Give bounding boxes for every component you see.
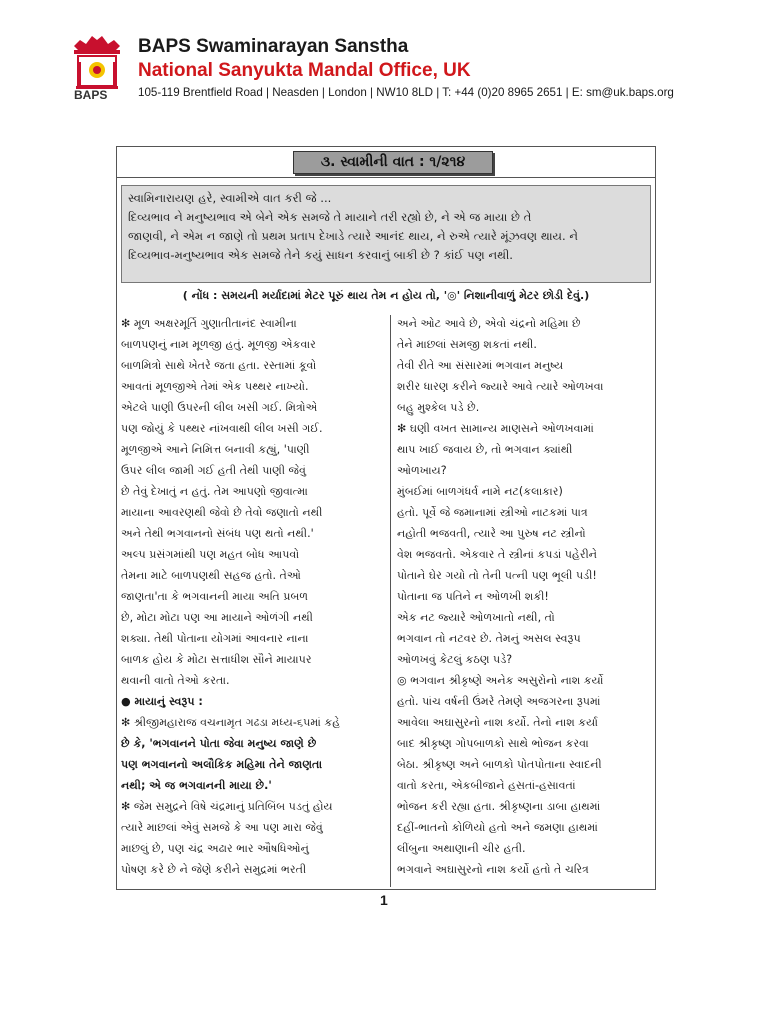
text-line: હતો. પાંચ વર્ષની ઉંમરે તેમણે અજગરના રૂપમાં: [397, 695, 601, 708]
text-line: એક નટ જ્યારે ઓળખાતો નથી, તો: [397, 611, 555, 624]
letterhead: [66, 30, 746, 110]
text-line: ઓળખવું કેટલું કઠણ પડે?: [397, 653, 513, 666]
text-line: આવતાં મૂળજીએ તેમાં એક પથ્થર નાખ્યો.: [121, 380, 309, 393]
title-bar: [117, 147, 655, 178]
text-line: ✻ શ્રીજીમહારાજ વચનામૃત ગઢડા મધ્ય-૬૫માં કહે: [121, 716, 341, 729]
text-line: પણ જોયું કે પથ્થર નાંખવાથી લીલ ખસી ગઈ.: [121, 422, 323, 435]
text-line: આવેલા અઘાસુરનો નાશ કર્યો. તેનો નાશ કર્યા: [397, 716, 598, 729]
text-line: શરીર ધારણ કરીને જ્યારે આવે ત્યારે ઓળખવા: [397, 380, 604, 393]
logo-caption: BAPS: [74, 88, 108, 102]
text-line: મુંબઈમાં બાળગંધર્વ નામે નટ(કલાકાર): [397, 485, 563, 498]
text-line: તેને માછલાં સમજી શકતાં નથી.: [397, 338, 537, 351]
text-line: મૂળજીએ આને નિમિત્ત બનાવી કહ્યું, 'પાણી: [121, 443, 310, 456]
text-line: થવાની વાતો તેઓ કરતા.: [121, 674, 230, 687]
text-line: એટલે પાણી ઉપરની લીલ ખસી ગઈ. મિત્રોએ: [121, 401, 318, 414]
text-line: અને તેથી ભગવાનનો સંબંધ પણ થતો નથી.': [121, 527, 314, 540]
text-line: ભગવાને અઘાસુરનો નાશ કર્યો હતો તે ચરિત્ર: [397, 863, 589, 876]
intro-line: સ્વામિનારાયણ હરે, સ્વામીએ વાત કરી જે ...: [128, 191, 332, 205]
page-number: 1: [380, 892, 388, 908]
text-line: છે કે, 'ભગવાનને પોતા જેવા મનુષ્ય જાણે છે: [121, 737, 317, 750]
text-line: થાપ ખાઈ જવાય છે, તો ભગવાન ક્યાંથી: [397, 443, 573, 456]
note-line: ( નોંધ : સમયની મર્યાદામાં મેટર પૂરું થાય તેમ ન હોય તો, '◎' નિશાનીવાળું મેટર છોડી દેવું.): [182, 289, 590, 302]
text-line: બાળક હોય કે મોટા સત્તાધીશ સૌને માયાપર: [121, 653, 312, 666]
text-line: છે તેવું દેખાતું ન હતું. તેમ આપણો જીવાત્મા: [121, 485, 308, 498]
text-line: બાળમિત્રો સાથે ખેતરે જતા હતા. રસ્તામાં કૂવો: [121, 359, 317, 372]
text-line: નથી; એ જ ભગવાનની માયા છે.': [121, 779, 272, 792]
text-line: તેમના માટે બાળપણથી સહજ હતો. તેઓ: [121, 569, 302, 582]
column-divider: [390, 315, 391, 887]
text-line: લીંબુના અથાણાની ચીર હતી.: [397, 842, 526, 855]
text-line: પણ ભગવાનનો અલૌકિક મહિમા તેને જાણતા: [121, 758, 323, 771]
document-frame: [116, 146, 656, 890]
text-line: જાણતા'તા કે ભગવાનની માયા અતિ પ્રબળ: [121, 590, 309, 603]
text-line: ◎ ભગવાન શ્રીકૃષ્ણે અનેક અસુરોનો નાશ કર્યો: [397, 674, 604, 687]
text-line: અલ્પ પ્રસંગમાંથી પણ મહત બોધ આપવો: [121, 548, 300, 561]
text-line: તેવી રીતે આ સંસારમાં ભગવાન મનુષ્ય: [397, 359, 564, 372]
text-line: શક્યા. તેથી પોતાના યોગમાં આવનાર નાના: [121, 632, 309, 645]
office-name: National Sanyukta Mandal Office, UK: [138, 60, 471, 81]
intro-box: [121, 185, 651, 283]
text-line: હતો. પૂર્વે જે જમાનામાં સ્ત્રીઓ નાટકમાં પાત્ર: [397, 506, 588, 519]
text-line: નહોતી ભજવતી, ત્યારે આ પુરુષ નટ સ્ત્રીનો: [397, 527, 586, 540]
text-line: વાતો કરતા, એકબીજાને હસતાં-હસાવતાં: [397, 779, 576, 792]
page-title: ૩. સ્વામીની વાત : ૧/૨૧૪: [293, 151, 493, 174]
text-line: પોતાને ઘેર ગયો તો તેની પત્ની પણ ભૂલી પડી!: [397, 569, 597, 582]
text-line: ઉપર લીલ જામી ગઈ હતી તેથી પાણી જેવું: [121, 464, 306, 477]
section-heading: ● માયાનું સ્વરૂપ :: [121, 695, 203, 708]
text-line: ભગવાન તો નટવર છે. તેમનું અસલ સ્વરૂપ: [397, 632, 581, 645]
intro-line: દિવ્યભાવ ને મનુષ્યભાવ એ બેને એક સમજે તે માયાને તરી રહ્યો છે, ને એ જ માયા છે તે: [128, 210, 532, 224]
text-line: ✻ મૂળ અક્ષરમૂર્તિ ગુણાતીતાનંદ સ્વામીના: [121, 317, 297, 330]
text-line: માયાના આવરણથી જેવો છે તેવો જણાતો નથી: [121, 506, 323, 519]
text-line: ત્યારે માછલાં એવું સમજે કે આ પણ મારા જેવું: [121, 821, 323, 834]
text-line: અને ઓટ આવે છે, એવો ચંદ્રનો મહિમા છે: [397, 317, 581, 330]
text-line: ભોજન કરી રહ્યા હતા. શ્રીકૃષ્ણના ડાબા હાથમાં: [397, 800, 601, 813]
baps-logo: [66, 32, 128, 104]
text-line: ✻ જેમ સમુદ્રને વિષે ચંદ્રમાનું પ્રતિબિંબ પડતું હોય: [121, 800, 333, 813]
intro-line: દિવ્યભાવ-મનુષ્યભાવ એક સમજે તેને કયું સાધન કરવાનું બાકી છે ? કાંઈ પણ નથી.: [128, 248, 513, 262]
text-line: બહુ મુશ્કેલ પડે છે.: [397, 401, 480, 414]
text-line: પોતાના જ પતિને ન ઓળખી શકી!: [397, 590, 549, 603]
text-line: છે, મોટા મોટા પણ આ માયાને ઓળંગી નથી: [121, 611, 313, 624]
address-line: 105-119 Brentfield Road | Neasden | London | NW10 8LD | T: +44 (0)20 8965 2651 | E: sm@uk.baps.org: [138, 86, 674, 99]
org-name: BAPS Swaminarayan Sanstha: [138, 36, 409, 57]
text-line: ઓળખાય?: [397, 464, 447, 477]
text-line: બાળપણનું નામ મૂળજી હતું. મૂળજી એકવાર: [121, 338, 316, 351]
text-line: બેઠા. શ્રીકૃષ્ણ અને બાળકો પોતપોતાના સ્વાદની: [397, 758, 602, 771]
intro-line: જાણવી, ને એમ ન જાણે તો પ્રથમ પ્રતાપ દેખાડે ત્યારે આનંદ થાય, ને રુએ ત્યારે મૂંઝવણ થાય. ને: [128, 229, 579, 243]
text-line: ✻ ઘણી વખત સામાન્ય માણસને ઓળખવામાં: [397, 422, 594, 435]
text-line: વેશ ભજવતો. એકવાર તે સ્ત્રીનાં કપડાં પહેરીને: [397, 548, 598, 561]
text-line: દહીં-ભાતનો કોળિયો હતો અને જમણા હાથમાં: [397, 821, 598, 834]
text-line: માછલું છે, પણ ચંદ્ર અઢાર ભાર ઔષધિઓનું: [121, 842, 309, 855]
text-line: પોષણ કરે છે ને જેણે કરીને સમુદ્રમાં ભરતી: [121, 863, 307, 876]
text-line: બાદ શ્રીકૃષ્ણ ગોપબાળકો સાથે ભોજન કરવા: [397, 737, 589, 750]
